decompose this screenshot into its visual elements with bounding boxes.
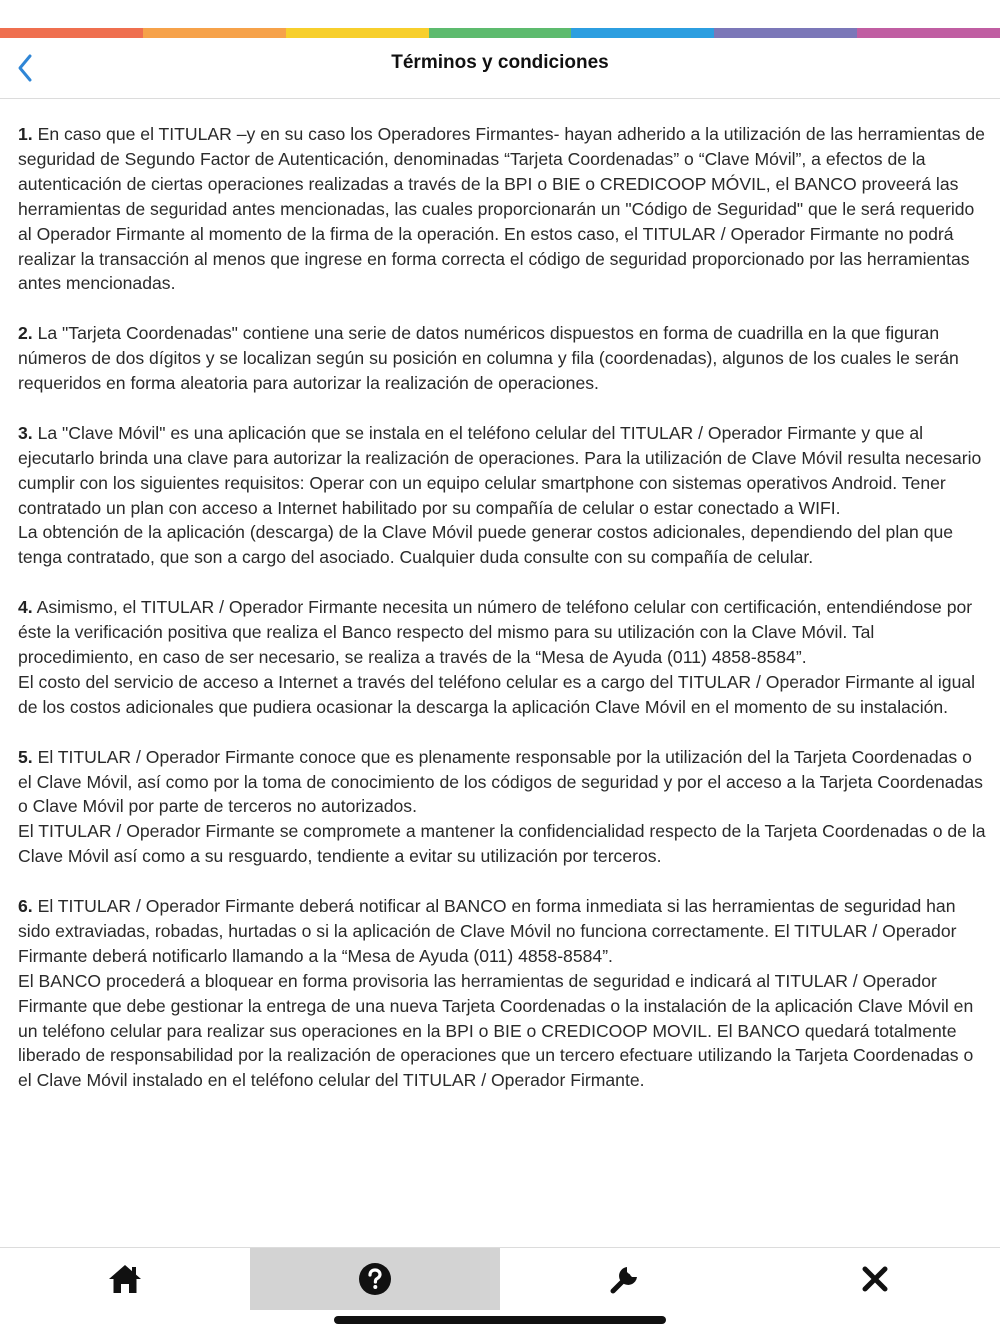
term-paragraph (18, 670, 986, 720)
term-paragraph (18, 122, 986, 296)
stripe-segment (857, 28, 1000, 38)
term-text: El TITULAR / Operador Firmante se compromete a mantener la confidencialidad respecto de la Tarjeta Coordenadas o de la Clave Móvil así como a su resguardo, tendiente a evitar su utilización por terceros. (18, 821, 986, 867)
term-paragraph (18, 595, 986, 670)
term-number: 5. (18, 746, 33, 767)
term-paragraph (18, 421, 986, 521)
term-text: El TITULAR / Operador Firmante deberá notificar al BANCO en forma inmediata si las herramientas de seguridad han sido extraviadas, robadas, hurtadas o si la aplicación de Clave Móvil no funciona correctamente. El TITULAR / Operador Firmante deberá notificarlo llamando a la “Mesa de Ayuda (011) 4858-8584”. (18, 896, 957, 966)
term-text: El TITULAR / Operador Firmante conoce que es plenamente responsable por la utilización del la Tarjeta Coordenadas o el Clave Móvil, así como por la toma de conocimiento de los códigos de seguridad y por el acceso a la Tarjeta Coordenadas o Clave Móvil por parte de terceros no autorizados. (18, 746, 983, 817)
term-paragraph (18, 321, 986, 396)
term-text: El BANCO procederá a bloquear en forma provisoria las herramientas de seguridad e indicará al TITULAR / Operador Firmante que debe gestionar la entrega de una nueva Tarjeta Coordenadas o la instalación de la aplicación Clave Móvil en un teléfono celular para realizar sus operaciones en la BPI o BIE o CREDICOOP MOVIL. El BANCO quedará totalmente liberado de responsabilidad por la realización de operaciones que un tercero efectuare utilizando la Tarjeta Coordenadas o el Clave Móvil instalado en el teléfono celular del TITULAR / Operador Firmante. (18, 970, 974, 1091)
term-text: La "Tarjeta Coordenadas" contiene una serie de datos numéricos dispuestos en forma de cuadrilla en la que figuran números de dos dígitos y se localizan según su posición en columna y fila (coordenadas), algunos de los cuales le serán requeridos en forma aleatoria para autorizar la realización de operaciones. (18, 323, 959, 394)
stripe-segment (571, 28, 714, 38)
term-text: Asimismo, el TITULAR / Operador Firmante necesita un número de teléfono celular con certificación, entendiéndose por éste la verificación positiva que realiza el Banco respecto del mismo para su utilización con la Clave Móvil. Tal procedimiento, en caso de ser necesario, se realiza a través de la “Mesa de Ayuda (011) 4858-8584”. (18, 597, 973, 667)
term-number: 2. (18, 323, 33, 344)
terms-content[interactable] (18, 122, 986, 1248)
home-indicator (334, 1316, 666, 1324)
term-number: 4. (18, 597, 33, 618)
term-paragraph (18, 894, 986, 969)
stripe-segment (143, 28, 286, 38)
term-text: El costo del servicio de acceso a Internet a través del teléfono celular es a cargo del TITULAR / Operador Firmante al igual de los costos adicionales que pudiera ocasionar la descarga la aplicación Clave Móvil en el momento de su instalación. (18, 671, 976, 717)
question-circle-icon (358, 1262, 392, 1296)
chevron-left-icon (10, 46, 50, 90)
stripe-segment (0, 28, 143, 38)
stripe-segment (286, 28, 429, 38)
term-text: En caso que el TITULAR –y en su caso los Operadores Firmantes- hayan adherido a la utilización de las herramientas de seguridad de Segundo Factor de Autenticación, denominadas “Tarjeta Coordenadas” o “Clave Móvil”, a efectos de la autenticación de ciertas operaciones realizadas a través de la BPI o BIE o CREDICOOP MÓVIL, el BANCO proveerá las herramientas de seguridad antes mencionadas, las cuales proporcionarán un "Código de Seguridad" que le será requerido al Operador Firmante al momento de la firma de la operación. En estos caso, el TITULAR / Operador Firmante no podrá realizar la transacción al menos que ingrese en forma correcta el código de seguridad proporcionado por las herramientas antes mencionadas. (18, 124, 985, 294)
stripe-segment (429, 28, 572, 38)
term-paragraph (18, 745, 986, 820)
tab-close[interactable] (750, 1248, 1000, 1310)
term-number: 1. (18, 124, 33, 144)
header (0, 38, 1000, 99)
terms-list (18, 122, 986, 1093)
term-text: La obtención de la aplicación (descarga) de la Clave Móvil puede generar costos adicionales, dependiendo del plan que tenga contratado, que son a cargo del asociado. Cualquier duda consulte con su compañía de celular. (18, 522, 954, 568)
term-number: 3. (18, 422, 33, 443)
tab-help[interactable] (250, 1248, 500, 1310)
term-paragraph (18, 819, 986, 869)
term-paragraph (18, 520, 986, 570)
tab-home[interactable] (0, 1248, 250, 1310)
tab-settings[interactable] (500, 1248, 750, 1310)
home-icon (107, 1263, 143, 1295)
page-title: Términos y condiciones (391, 52, 609, 73)
color-stripe (0, 28, 1000, 38)
back-button[interactable] (10, 46, 50, 90)
wrench-icon (608, 1262, 642, 1296)
stripe-segment (714, 28, 857, 38)
term-paragraph (18, 969, 986, 1094)
close-icon (861, 1265, 889, 1293)
term-text: La "Clave Móvil" es una aplicación que se instala en el teléfono celular del TITULAR / Operador Firmante y que al ejecutarlo brinda una clave para autorizar la realización de operaciones. Para la utilización de Clave Móvil resulta necesario cumplir con los siguientes requisitos: Operar con un equipo celular smartphone con sistemas operativos Android. Tener contratado un plan con acceso a Internet habilitado por su compañía de celular o estar conectado a WIFI. (18, 422, 982, 518)
term-number: 6. (18, 896, 33, 917)
